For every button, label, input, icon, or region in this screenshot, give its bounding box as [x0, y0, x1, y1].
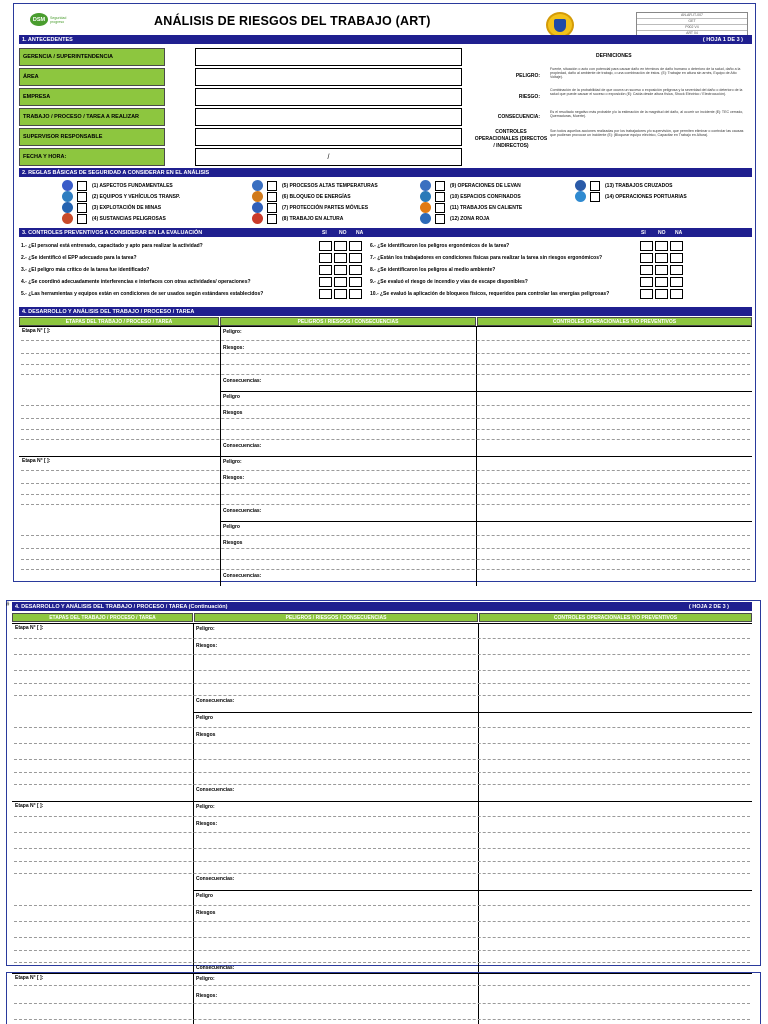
answer-no-box[interactable] — [655, 289, 668, 299]
block-divider — [220, 521, 752, 522]
rule-label: (10) ESPACIOS CONFINADOS — [450, 194, 521, 200]
col-header-peligros: PELIGROS / RIESGOS / CONSECUENCIAS — [220, 317, 476, 326]
field-input-gerencia[interactable] — [195, 48, 462, 66]
rule-label: (5) PROCESOS ALTAS TEMPERATURAS — [282, 183, 378, 189]
meta-line: ART 04 — [686, 31, 698, 35]
question-text: 9.- ¿Se evaluó el riesgo de incendio y vías de escape disponibles? — [370, 279, 528, 285]
entry-line[interactable] — [21, 418, 750, 419]
rule-label: (2) EQUIPOS Y VEHÍCULOS TRANSP. — [92, 194, 181, 200]
rule-checkbox[interactable] — [435, 214, 445, 224]
entry-line[interactable] — [14, 962, 750, 963]
entry-line[interactable] — [14, 695, 750, 696]
answer-na-box[interactable] — [670, 289, 683, 299]
rule-label: (8) TRABAJO EN ALTURA — [282, 216, 344, 222]
peligro-label: Peligro: — [196, 976, 215, 982]
rule-checkbox[interactable] — [435, 181, 445, 191]
entry-line[interactable] — [21, 483, 750, 484]
col-no: NO — [339, 230, 347, 236]
rule-label: (9) OPERACIONES DE LEVAN — [450, 183, 521, 189]
entry-line[interactable] — [14, 905, 750, 906]
entry-line[interactable] — [21, 340, 750, 341]
field-label-empresa: EMPRESA — [19, 88, 165, 106]
entry-line[interactable] — [14, 950, 750, 951]
entry-line[interactable] — [14, 638, 750, 639]
consecuencias-label: Consecuencias: — [223, 508, 262, 514]
entry-line[interactable] — [21, 374, 750, 375]
sheet-indicator: ( HOJA 1 DE 3 ) — [702, 36, 743, 43]
entry-line[interactable] — [14, 937, 750, 938]
answer-na-box[interactable] — [349, 265, 362, 275]
rule-icon — [252, 202, 263, 213]
rule-icon — [62, 191, 73, 202]
field-label-gerencia: GERENCIA / SUPERINTENDENCIA — [19, 48, 165, 66]
col-header-etapas: ETAPAS DEL TRABAJO / PROCESO / TAREA — [19, 317, 219, 326]
peligro-label: Peligro — [196, 715, 213, 721]
answer-no-box[interactable] — [334, 277, 347, 287]
hash-mark: # — [6, 602, 10, 608]
question-text: 1.- ¿El personal está entrenado, capacitado y apto para realizar la actividad? — [21, 243, 203, 249]
riesgos-label: Riesgos: — [196, 821, 218, 827]
consecuencias-label: Consecuencias: — [196, 876, 235, 882]
col-header-controles: CONTROLES OPERACIONALES Y/O PREVENTIVOS — [479, 613, 752, 622]
question-text: 10.- ¿Se evaluó la aplicación de bloqueos físicos, requeridos para controlar las energías peligrosas? — [370, 291, 610, 297]
rule-icon — [420, 213, 431, 224]
entry-line[interactable] — [14, 727, 750, 728]
answer-na-box[interactable] — [670, 241, 683, 251]
rule-icon — [420, 202, 431, 213]
entry-line[interactable] — [14, 985, 750, 986]
stage-divider — [19, 456, 752, 457]
answer-na-box[interactable] — [670, 277, 683, 287]
entry-line[interactable] — [21, 548, 750, 549]
peligro-label: Peligro — [223, 394, 240, 400]
meta-line: AN-AR-IT-007 — [637, 13, 747, 19]
question-text: 2.- ¿Se identificó el EPP adecuado para la tarea? — [21, 255, 137, 261]
date-separator: / — [327, 153, 330, 161]
question-text: 6.- ¿Se identificaron los peligros ergonómicos de la tarea? — [370, 243, 510, 249]
rule-label: (11) TRABAJOS EN CALIENTE — [450, 205, 523, 211]
answer-si-box[interactable] — [640, 253, 653, 263]
definition-term: CONTROLES OPERACIONALES (DIRECTOS / INDIRECTOS) — [474, 129, 548, 149]
entry-line[interactable] — [14, 1019, 750, 1020]
answer-na-box[interactable] — [349, 253, 362, 263]
riesgos-label: Riesgos: — [223, 475, 245, 481]
entry-line[interactable] — [21, 559, 750, 560]
col-header-etapas: ETAPAS DEL TRABAJO / PROCESO / TAREA — [12, 613, 193, 622]
rule-icon — [62, 180, 73, 191]
rule-checkbox[interactable] — [267, 192, 277, 202]
sheet-2 — [6, 600, 761, 971]
entry-line[interactable] — [21, 353, 750, 354]
question-text: 5.- ¿Las herramientas y equipos están en condiciones de ser usados según estándares establecidos? — [21, 291, 264, 297]
page-2-title: 4. DESARROLLO Y ANÁLISIS DEL TRABAJO / PROCESO / TAREA (Continuación) — [15, 603, 228, 610]
entry-line[interactable] — [21, 429, 750, 430]
col-si: SI — [322, 230, 327, 236]
column-divider — [193, 973, 194, 1024]
sheet-1 — [13, 3, 756, 582]
field-input-area[interactable] — [195, 68, 462, 86]
section-1-header — [19, 35, 752, 44]
answer-no-box[interactable] — [655, 253, 668, 263]
shield-icon — [554, 19, 566, 32]
col-header-peligros: PELIGROS / RIESGOS / CONSECUENCIAS — [194, 613, 478, 622]
field-label-fecha: FECHA Y HORA: — [19, 148, 165, 166]
rule-label: (3) EXPLOTACIÓN DE MINAS — [92, 205, 162, 211]
peligro-label: Peligro: — [196, 804, 215, 810]
answer-si-box[interactable] — [640, 277, 653, 287]
rule-checkbox[interactable] — [77, 181, 87, 191]
question-text: 3.- ¿El peligro más crítico de la tarea fue identificado? — [21, 267, 150, 273]
col-no: NO — [658, 230, 666, 236]
answer-si-box[interactable] — [319, 277, 332, 287]
rule-checkbox[interactable] — [435, 192, 445, 202]
peligro-label: Peligro: — [223, 329, 242, 335]
answer-si-box[interactable] — [319, 253, 332, 263]
entry-line[interactable] — [21, 569, 750, 570]
entry-line[interactable] — [21, 405, 750, 406]
answer-no-box[interactable] — [655, 277, 668, 287]
page-2-header — [12, 602, 752, 611]
section-4-header: 4. DESARROLLO Y ANÁLISIS DEL TRABAJO / PROCESO / TAREA — [19, 307, 752, 316]
answer-na-box[interactable] — [349, 277, 362, 287]
entry-line[interactable] — [14, 873, 750, 874]
section-3-title: 3. CONTROLES PREVENTIVOS A CONSIDERAR EN LA EVALUACIÓN — [22, 229, 203, 236]
answer-si-box[interactable] — [319, 265, 332, 275]
col-na: NA — [675, 230, 683, 236]
entry-line[interactable] — [21, 504, 750, 505]
answer-no-box[interactable] — [334, 253, 347, 263]
answer-na-box[interactable] — [670, 265, 683, 275]
rule-icon — [62, 213, 73, 224]
rule-label: (7) PROTECCIÓN PARTES MÓVILES — [282, 205, 369, 211]
consecuencias-label: Consecuencias: — [223, 573, 262, 579]
consecuencias-label: Consecuencias: — [196, 787, 235, 793]
column-divider — [478, 973, 479, 1024]
rule-checkbox[interactable] — [77, 214, 87, 224]
rule-label: (12) ZONA ROJA — [450, 216, 490, 222]
answer-si-box[interactable] — [319, 289, 332, 299]
rule-icon — [62, 202, 73, 213]
answer-na-box[interactable] — [349, 241, 362, 251]
entry-line[interactable] — [14, 784, 750, 785]
meta-line: GET — [637, 19, 747, 25]
rule-icon — [252, 191, 263, 202]
riesgos-label: Riesgos: — [196, 993, 218, 999]
riesgos-label: Riesgos — [223, 410, 243, 416]
entry-line[interactable] — [21, 439, 750, 440]
rule-checkbox[interactable] — [77, 203, 87, 213]
rule-checkbox[interactable] — [435, 203, 445, 213]
col-si: SI — [641, 230, 646, 236]
question-text: 7.- ¿Están los trabajadores en condiciones físicas para realizar la tarea sin riesgos ergonómicos? — [370, 255, 603, 261]
answer-si-box[interactable] — [640, 289, 653, 299]
consecuencias-label: Consecuencias: — [196, 698, 235, 704]
rule-label: (1) ASPECTOS FUNDAMENTALES — [92, 183, 173, 189]
field-label-trabajo: TRABAJO / PROCESO / TAREA A REALIZAR — [19, 108, 165, 126]
rule-icon — [420, 191, 431, 202]
block-divider — [193, 890, 752, 891]
riesgos-label: Riesgos — [196, 910, 216, 916]
rule-label: (4) SUSTANCIAS PELIGROSAS — [92, 216, 166, 222]
definition-term: PELIGRO: — [515, 73, 540, 79]
entry-line[interactable] — [14, 759, 750, 760]
field-input-trabajo[interactable] — [195, 108, 462, 126]
doc-meta — [636, 12, 748, 37]
consecuencias-label: Consecuencias: — [196, 965, 235, 971]
entry-line[interactable] — [14, 861, 750, 862]
company-logo — [30, 13, 72, 37]
answer-no-box[interactable] — [655, 265, 668, 275]
block-divider — [193, 712, 752, 713]
entry-line[interactable] — [14, 816, 750, 817]
entry-line[interactable] — [14, 743, 750, 744]
answer-no-box[interactable] — [334, 241, 347, 251]
rule-label: (14) OPERACIONES PORTUARIAS — [605, 194, 687, 200]
riesgos-label: Riesgos — [196, 732, 216, 738]
stage-label[interactable]: Etapa N° [ ]: — [15, 803, 44, 809]
stage-label[interactable]: Etapa N° [ ]: — [22, 458, 51, 464]
peligro-label: Peligro — [223, 524, 240, 530]
entry-line[interactable] — [14, 670, 750, 671]
rule-checkbox[interactable] — [590, 192, 600, 202]
meta-line: P002 V4 — [637, 25, 747, 31]
entry-line[interactable] — [21, 364, 750, 365]
rule-icon — [252, 213, 263, 224]
definition-text: Es el resultado negativo más probable y/o la estimación de la magnitud del daño, al ocurrir un incidente (Ej: TEC cerrado, Quemaduras, Muerte). — [550, 110, 744, 119]
entry-line[interactable] — [21, 535, 750, 536]
consecuencias-label: Consecuencias: — [223, 443, 262, 449]
riesgos-label: Riesgos: — [223, 345, 245, 351]
peligro-label: Peligro — [196, 893, 213, 899]
stage-divider — [19, 326, 752, 327]
col-header-controles: CONTROLES OPERACIONALES Y/O PREVENTIVOS — [477, 317, 752, 326]
rule-checkbox[interactable] — [267, 203, 277, 213]
peligro-label: Peligro: — [196, 626, 215, 632]
answer-si-box[interactable] — [640, 241, 653, 251]
field-input-supervisor[interactable] — [195, 128, 462, 146]
answer-na-box[interactable] — [670, 253, 683, 263]
rule-label: (6) BLOQUEO DE ENERGÍAS — [282, 194, 351, 200]
rule-icon — [252, 180, 263, 191]
field-input-empresa[interactable] — [195, 88, 462, 106]
peligro-label: Peligro: — [223, 459, 242, 465]
field-label-supervisor: SUPERVISOR RESPONSABLE — [19, 128, 165, 146]
stage-divider — [12, 801, 752, 802]
rule-checkbox[interactable] — [590, 181, 600, 191]
section-2-header: 2. REGLAS BÁSICAS DE SEGURIDAD A CONSIDERAR EN EL ANÁLISIS — [19, 168, 752, 177]
definition-term: CONSECUENCIA: — [497, 114, 540, 120]
stage-divider — [12, 973, 752, 974]
rule-icon — [575, 180, 586, 191]
entry-line[interactable] — [21, 470, 750, 471]
rule-icon — [420, 180, 431, 191]
rule-checkbox[interactable] — [267, 181, 277, 191]
answer-na-box[interactable] — [349, 289, 362, 299]
entry-line[interactable] — [14, 683, 750, 684]
stage-label[interactable]: Etapa N° [ ]: — [15, 625, 44, 631]
stage-label[interactable]: Etapa N° [ ]: — [22, 328, 51, 334]
page-title: ANÁLISIS DE RIESGOS DEL TRABAJO (ART) — [154, 14, 431, 28]
question-text: 8.- ¿Se identificaron los peligros al medio ambiente? — [370, 267, 496, 273]
riesgos-label: Riesgos — [223, 540, 243, 546]
block-divider — [220, 391, 752, 392]
rule-label: (13) TRABAJOS CRUZADOS — [605, 183, 673, 189]
logo-subtext: Seguridad progreso — [50, 16, 67, 24]
entry-line[interactable] — [14, 1003, 750, 1004]
field-input-fecha[interactable] — [195, 148, 462, 166]
consecuencias-label: Consecuencias: — [223, 378, 262, 384]
stage-divider — [12, 623, 752, 624]
entry-line[interactable] — [21, 494, 750, 495]
definition-term: RIESGO: — [518, 94, 540, 100]
definition-text: Combinación de la probabilidad de que ocurra un suceso o exposición peligrosa y la severidad del daño o deterioro de la salud que puede causar el suceso o exposición (Ej: Caída desde altura física, Shock Eléctrico / Electrocución). — [550, 88, 743, 97]
answer-si-box[interactable] — [319, 241, 332, 251]
section-1-title: 1. ANTECEDENTES — [22, 36, 73, 43]
question-text: 4.- ¿Se coordinó adecuadamente interferencias e interfaces con otras actividades/ operaciones? — [21, 279, 251, 285]
answer-no-box[interactable] — [334, 265, 347, 275]
field-label-area: ÁREA — [19, 68, 165, 86]
sheet-indicator: ( HOJA 2 DE 3 ) — [688, 603, 729, 610]
definition-text: Fuente, situación o acto con potencial para causar daño en términos de daño humano o deterioro de la salud, daño a la propiedad, daño al ambiente de trabajo, o una combinación de éstos. (Ej: Trabajar en altura sin arnés, Equipo de Alto Voltaje). — [550, 67, 741, 80]
logo-mark: DSM — [30, 13, 48, 26]
stage-label[interactable]: Etapa N° [ ]: — [15, 975, 44, 981]
entry-line[interactable] — [14, 654, 750, 655]
sheet-3 — [6, 972, 761, 1024]
riesgos-label: Riesgos: — [196, 643, 218, 649]
definitions-title: DEFINICIONES — [596, 53, 632, 59]
entry-line[interactable] — [14, 921, 750, 922]
rule-icon — [575, 191, 586, 202]
entry-line[interactable] — [14, 832, 750, 833]
answer-no-box[interactable] — [334, 289, 347, 299]
col-na: NA — [356, 230, 364, 236]
rule-checkbox[interactable] — [267, 214, 277, 224]
answer-no-box[interactable] — [655, 241, 668, 251]
entry-line[interactable] — [14, 848, 750, 849]
entry-line[interactable] — [14, 772, 750, 773]
definition-text: Son todos aquellos acciones realizadas por los trabajadores y/o supervisión, que permiten eliminar o controlar las causas que pudieran provocar un incidente (Ej: (Bloquear equipo eléctrico, Capacitar en Trabajo en Altura). — [550, 129, 744, 138]
rule-checkbox[interactable] — [77, 192, 87, 202]
answer-si-box[interactable] — [640, 265, 653, 275]
